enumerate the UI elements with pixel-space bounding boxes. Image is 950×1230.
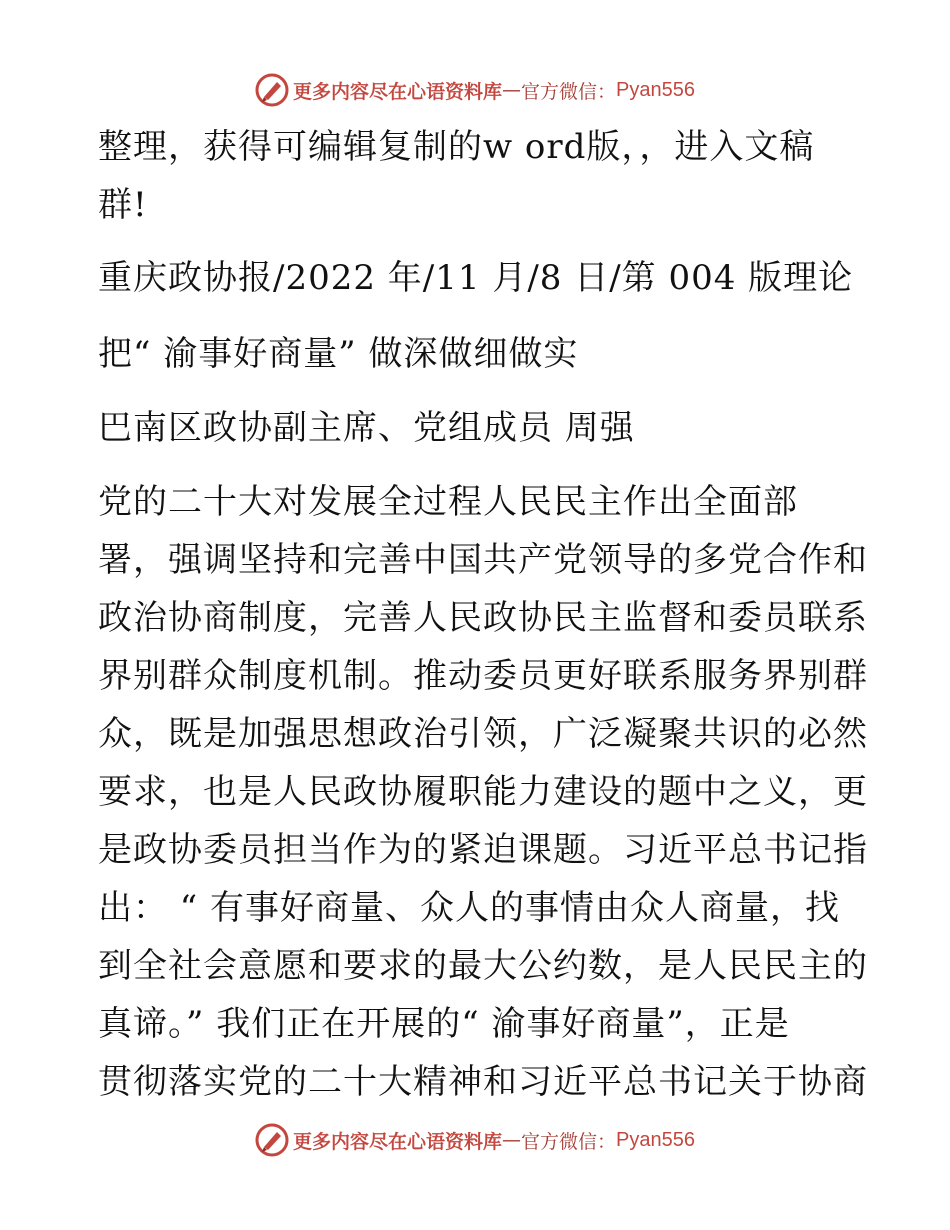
text-line: 贯彻落实党的二十大精神和习近平总书记关于协商 [98,1062,868,1102]
watermark-dash: — [502,79,522,101]
text-line: 群! [98,185,148,225]
text-line: 政治协商制度，完善人民政协民主监督和委员联系 [98,598,868,638]
text-line: 党的二十大对发展全过程人民民主作出全面部 [98,482,798,522]
watermark-slogan: 更多内容尽在心语资料库 [293,1130,503,1153]
watermark-dash: — [502,1129,522,1151]
watermark-wechat-id: Pyan556 [616,78,695,101]
footer-watermark [0,1120,950,1160]
text-line: 真谛。” 我们正在开展的“ 渝事好商量”，正是 [98,1004,790,1044]
text-line: 到全社会意愿和要求的最大公约数，是人民民主的 [98,946,868,986]
text-line: 署，强调坚持和完善中国共产党领导的多党合作和 [98,540,868,580]
text-line: 出： “ 有事好商量、众人的事情由众人商量，找 [98,888,840,928]
text-line: 整理，获得可编辑复制的w ord版，，进入文稿 [98,127,815,167]
text-line: 界别群众制度机制。推动委员更好联系服务界别群 [98,656,868,696]
watermark-slogan: 更多内容尽在心语资料库 [293,80,503,103]
header-watermark [0,70,950,110]
pen-logo-icon [255,1123,289,1157]
author-line: 巴南区政协副主席、党组成员 周强 [98,408,635,448]
text-line: 是政协委员担当作为的紧迫课题。习近平总书记指 [98,830,868,870]
dateline: 重庆政协报/2022 年/11 月/8 日/第 004 版理论 [98,258,854,298]
text-line: 要求，也是人民政协履职能力建设的题中之义，更 [98,772,868,812]
text-line: 众，既是加强思想政治引领，广泛凝聚共识的必然 [98,714,868,754]
pen-logo-icon [255,73,289,107]
watermark-wechat-label: 官方微信： [521,80,617,103]
article-title: 把“ 渝事好商量” 做深做细做实 [98,334,579,374]
watermark-wechat-label: 官方微信： [521,1130,617,1153]
watermark-wechat-id: Pyan556 [616,1128,695,1151]
